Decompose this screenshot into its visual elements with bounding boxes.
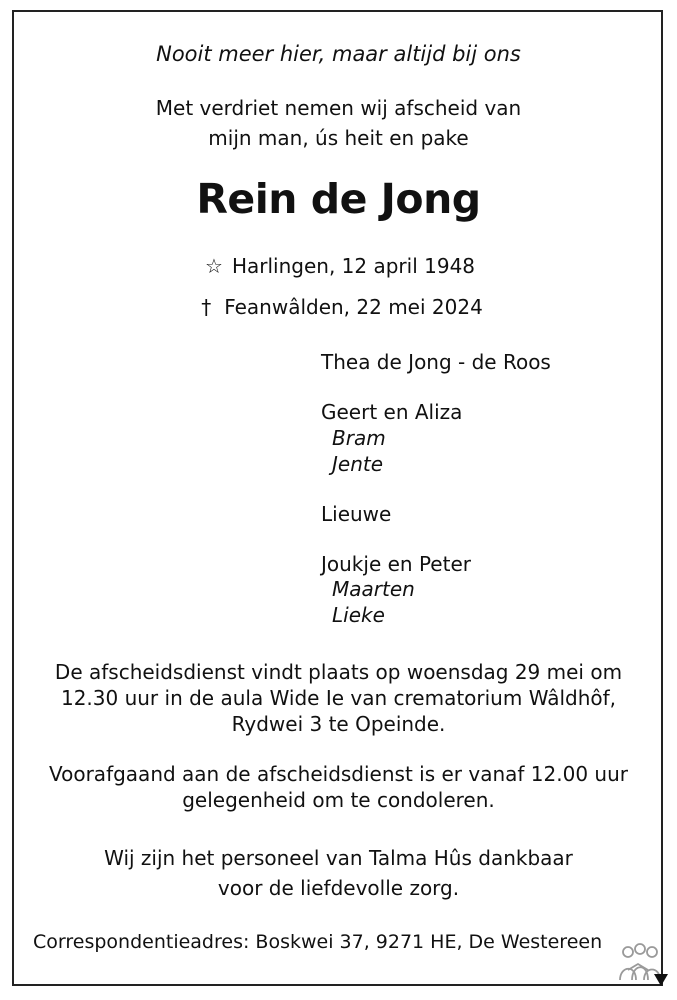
birth-line <box>0 254 677 278</box>
condolence-line-2: gelegenheid om te condoleren. <box>182 788 495 812</box>
family-child-3: Joukje en Peter <box>321 552 471 576</box>
family-child-1: Geert en Aliza <box>321 400 463 424</box>
service-line-3: Rydwei 3 te Opeinde. <box>231 712 446 736</box>
star-icon: ☆ <box>205 254 223 278</box>
birth-text: Harlingen, 12 april 1948 <box>231 254 476 278</box>
cross-icon: † <box>201 295 212 319</box>
correspondence-address: Correspondentieadres: Boskwei 37, 9271 HE, De Westereen <box>33 931 603 953</box>
death-line <box>0 295 677 319</box>
thanks-line-1: Wij zijn het personeel van Talma Hûs dankbaar <box>104 846 573 870</box>
advertisement-border <box>12 10 663 986</box>
death-text: Feanwâlden, 22 mei 2024 <box>224 295 483 319</box>
service-line-2: 12.30 uur in de aula Wide Ie van crematorium Wâldhôf, <box>60 686 617 710</box>
intro-line-2: mijn man, ús heit en pake <box>208 126 469 150</box>
grandchild: Lieke <box>332 603 385 627</box>
arrow-down-icon[interactable] <box>654 974 668 986</box>
condolence-line-1: Voorafgaand aan de afscheidsdienst is er vanaf 12.00 uur <box>48 762 628 786</box>
grandchild: Bram <box>332 426 386 450</box>
service-line-1: De afscheidsdienst vindt plaats op woensdag 29 mei om <box>54 660 623 684</box>
intro-line-1: Met verdriet nemen wij afscheid van <box>155 96 522 120</box>
motto: Nooit meer hier, maar altijd bij ons <box>156 42 521 66</box>
family-child-2: Lieuwe <box>321 502 392 526</box>
grandchild: Jente <box>332 452 384 476</box>
grandchild: Maarten <box>332 577 415 601</box>
thanks-line-2: voor de liefdevolle zorg. <box>217 876 460 900</box>
family-spouse: Thea de Jong - de Roos <box>321 350 551 374</box>
deceased-name: Rein de Jong <box>196 175 481 223</box>
